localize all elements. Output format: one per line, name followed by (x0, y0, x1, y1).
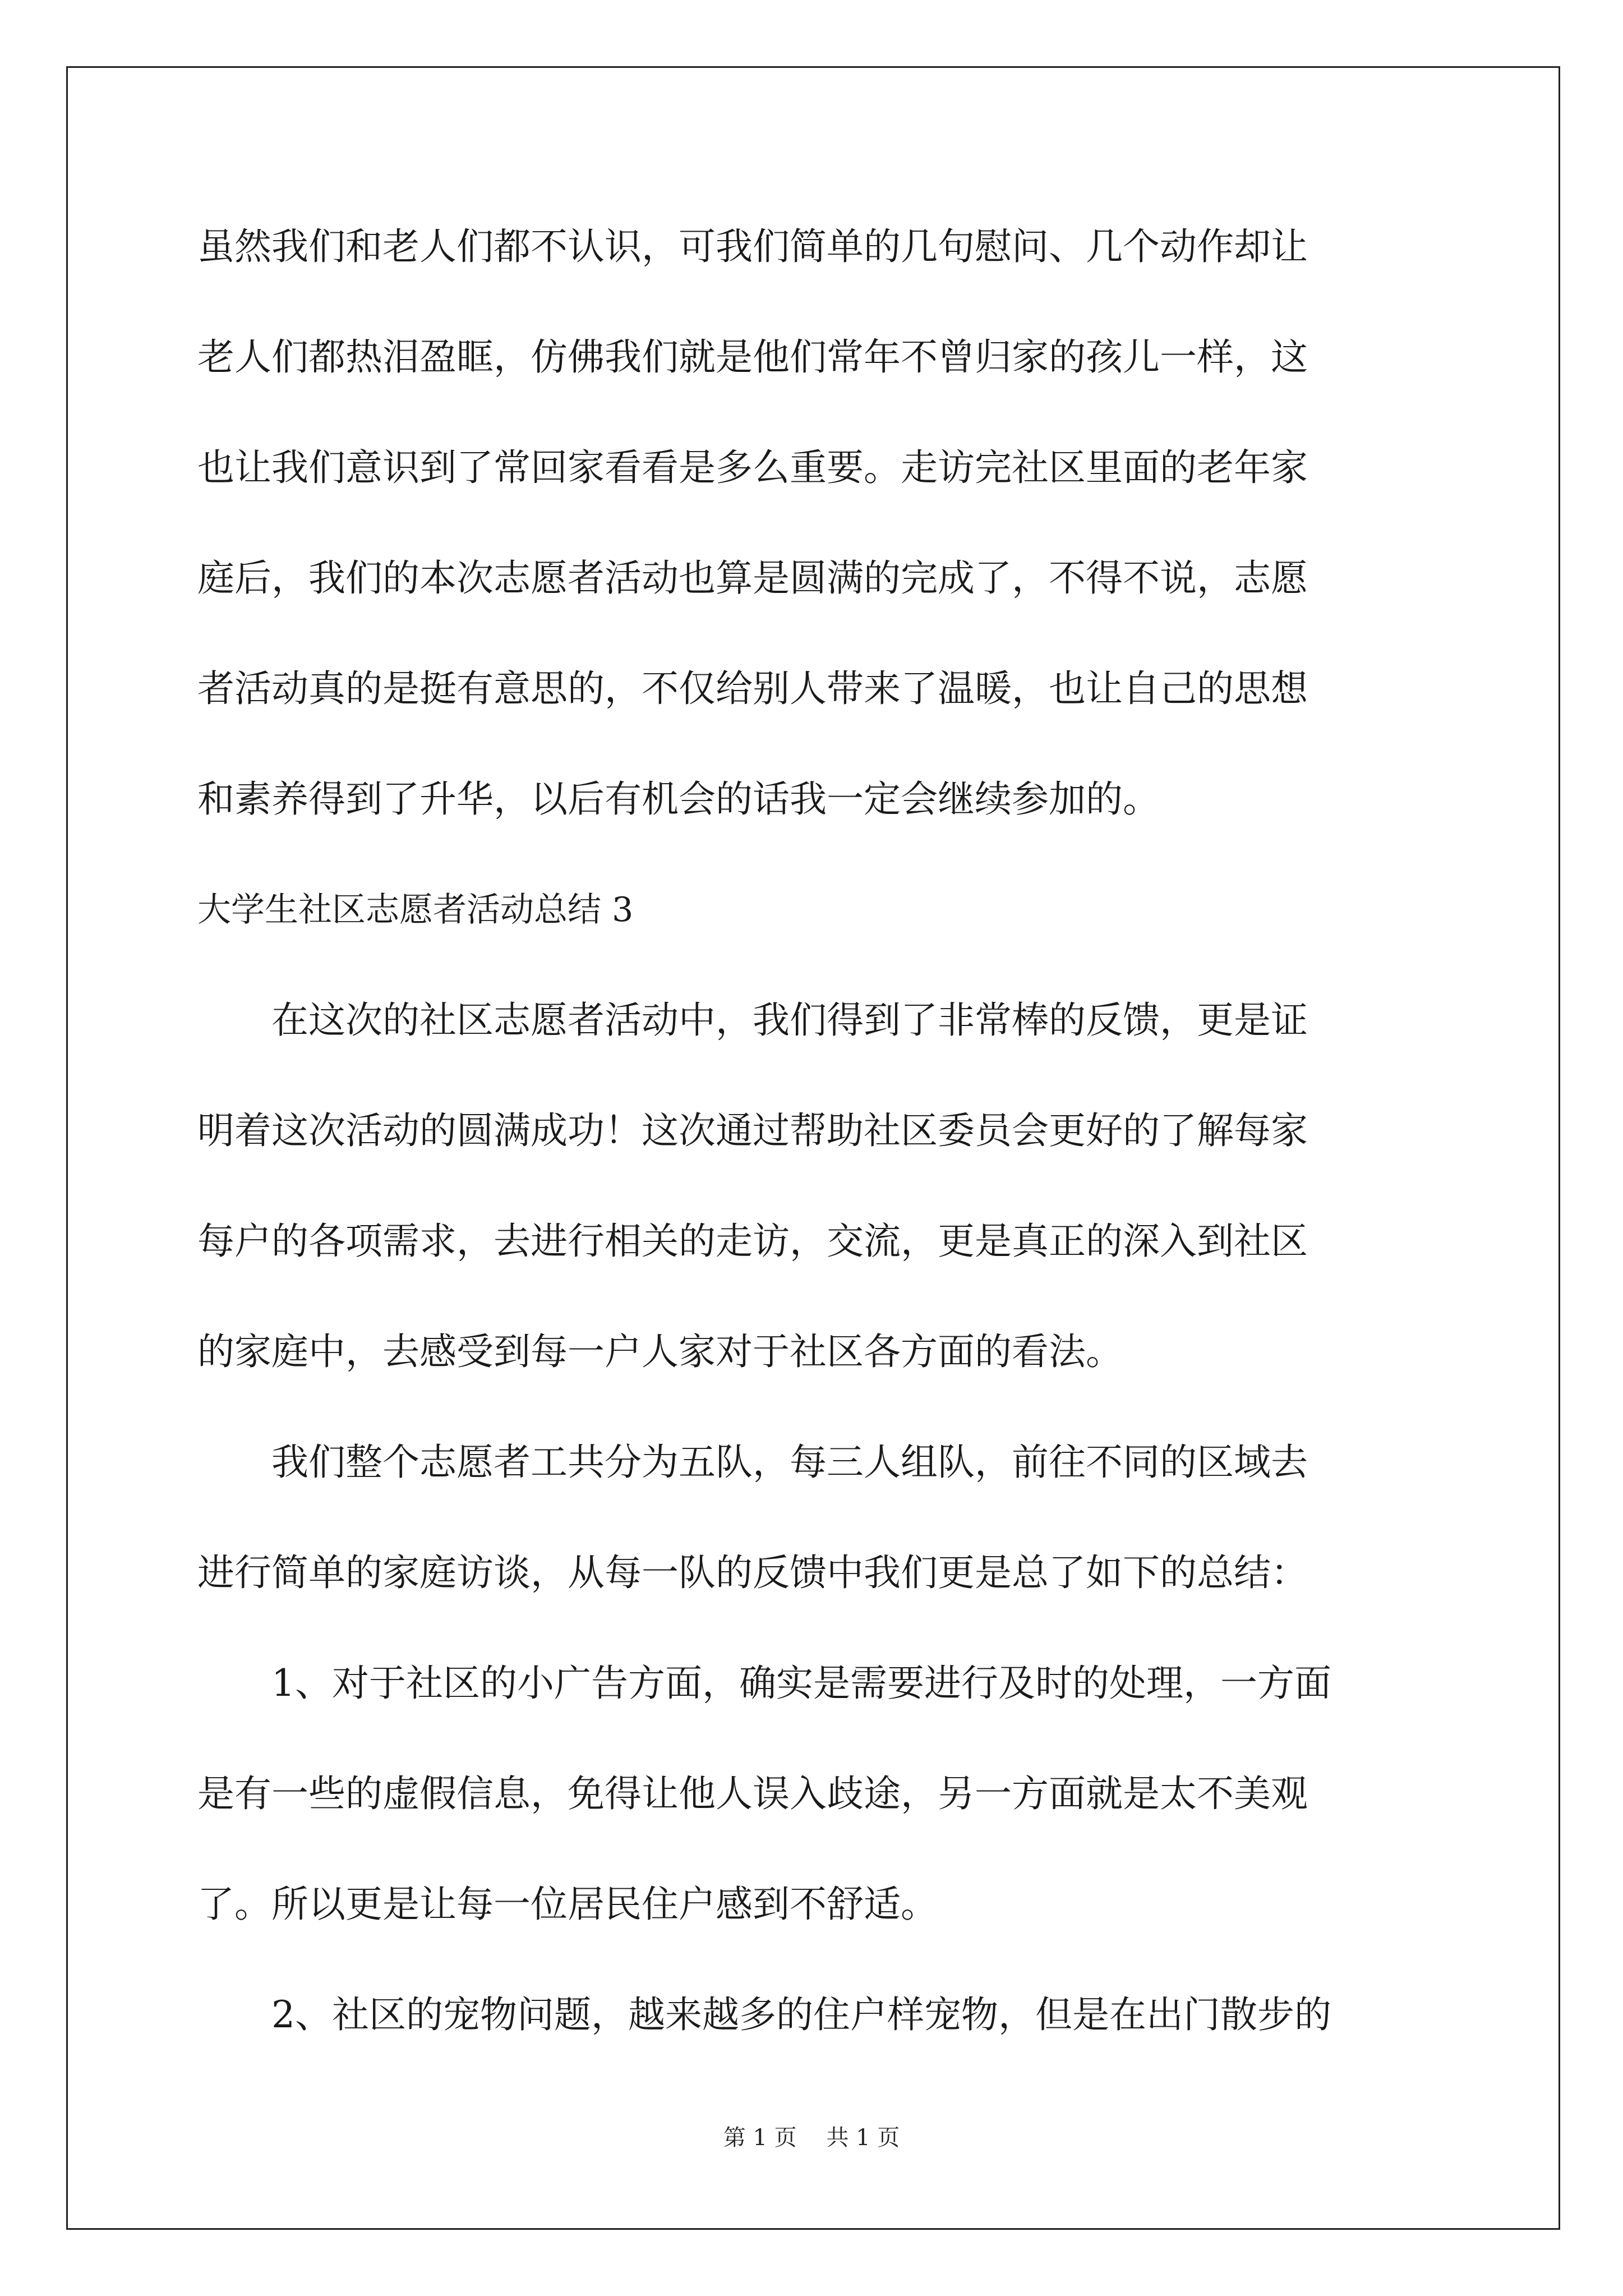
paragraph-line: 每户的各项需求，去进行相关的走访，交流，更是真正的深入到社区 (197, 1220, 1308, 1263)
paragraph-line: 是有一些的虚假信息，免得让他人误入歧途，另一方面就是太不美观 (197, 1772, 1308, 1815)
paragraph-line: 庭后，我们的本次志愿者活动也算是圆满的完成了，不得不说，志愿 (197, 556, 1308, 600)
section-heading: 大学生社区志愿者活动总结 3 (197, 890, 634, 930)
paragraph-line: 虽然我们和老人们都不认识，可我们简单的几句慰问、几个动作却让 (197, 225, 1308, 268)
page-footer (0, 2124, 1623, 2152)
paragraph-line: 的家庭中，去感受到每一户人家对于社区各方面的看法。 (197, 1330, 1123, 1373)
page-total: 共 1 页 (826, 2125, 900, 2151)
paragraph-line: 2、社区的宠物问题，越来越多的住户样宠物，但是在出门散步的 (271, 1993, 1331, 2036)
paragraph-line: 老人们都热泪盈眶，仿佛我们就是他们常年不曾归家的孩儿一样，这 (197, 335, 1308, 379)
paragraph-line: 者活动真的是挺有意思的，不仅给别人带来了温暖，也让自己的思想 (197, 667, 1308, 710)
paragraph-line: 进行简单的家庭访谈，从每一队的反馈中我们更是总了如下的总结： (197, 1551, 1308, 1594)
paragraph-line: 我们整个志愿者工共分为五队，每三人组队，前往不同的区域去 (271, 1441, 1308, 1484)
page-number: 第 1 页 (723, 2125, 797, 2151)
paragraph-line: 也让我们意识到了常回家看看是多么重要。走访完社区里面的老年家 (197, 446, 1308, 489)
paragraph-line: 和素养得到了升华，以后有机会的话我一定会继续参加的。 (197, 777, 1160, 821)
paragraph-line: 1、对于社区的小广告方面，确实是需要进行及时的处理，一方面 (271, 1662, 1331, 1705)
paragraph-line: 明着这次活动的圆满成功！这次通过帮助社区委员会更好的了解每家 (197, 1109, 1308, 1152)
paragraph-line: 在这次的社区志愿者活动中，我们得到了非常棒的反馈，更是证 (271, 999, 1308, 1042)
paragraph-line: 了。所以更是让每一位居民住户感到不舒适。 (197, 1883, 938, 1926)
